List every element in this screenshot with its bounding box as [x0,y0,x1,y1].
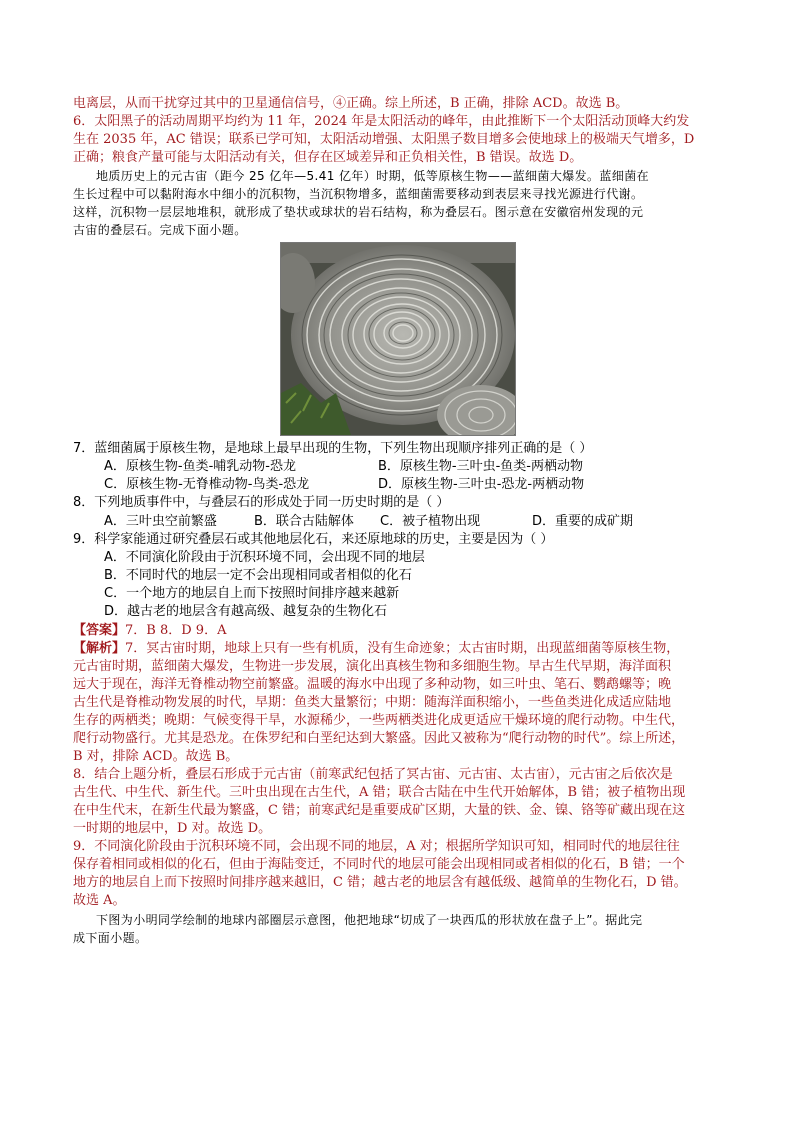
analysis-line-10: 在中生代末，在新生代最为繁盛，C 错；前寒武纪是重要成矿区期，大量的铁、金、镍、铬等矿藏出现在这 [73,803,686,818]
prev-explanation-line-1: 电离层，从而干扰穿过其中的卫星通信信号，④正确。综上所述，B 正确，排除 ACD。故选 B。 [73,96,629,111]
q7-option-d: D．原核生物-三叶虫-恐龙-两栖动物 [378,477,585,492]
prev-explanation-line-4: 正确；粮食产量可能与太阳活动有关，但存在区域差异和正负相关性，B 错误。故选 D。 [73,150,583,165]
q7-option-c: C．原核生物-无脊椎动物-鸟类-恐龙 [104,477,310,492]
q9-stem: 9．科学家能通过研究叠层石或其他地层化石，来还原地球的历史，主要是因为（ ） [73,532,554,547]
next-intro-line-1: 下图为小明同学绘制的地球内部圈层示意图，他把地球“切成了一块西瓜的形状放在盘子上”。据此完 [96,913,643,927]
q9-option-c: C．一个地方的地层自上而下按照时间排序越来越新 [104,586,400,601]
intro-line-3: 这样，沉积物一层层地堆积，就形成了垫状或球状的岩石结构，称为叠层石。图示意在安徽宿州发现的元 [73,205,644,219]
analysis-line-11: 一时期的地层中，D 对。故选 D。 [73,821,272,836]
answer-text: 7．B 8．D 9．A [125,623,227,638]
analysis-line-9: 古生代、中生代、新生代。三叶虫出现在古生代，A 错；联合古陆在中生代开始解体，B 错；被子植物出现 [73,785,686,800]
analysis-line-1 [73,640,725,657]
analysis-line-2: 元古宙时期，蓝细菌大爆发，生物进一步发展，演化出真核生物和多细胞生物。早古生代早期，海洋面积 [73,659,672,674]
answer-line [73,622,725,639]
analysis-line-3: 远大于现在，海洋无脊椎动物空前繁盛。温暖的海水中出现了多种动物，如三叶虫、笔石、鹦鹉螺等；晚 [73,677,672,692]
answer-tag: 【答案】 [73,623,126,638]
q9-option-d: D．越古老的地层含有越高级、越复杂的生物化石 [104,604,388,619]
analysis-line-12: 9．不同演化阶段由于沉积环境不同，会出现不同的地层，A 对；根据所学知识可知，相同时代的地层往往 [73,839,680,854]
stromatolite-photo [280,242,516,436]
q8-option-c: C．被子植物出现 [380,514,481,529]
q8-option-a: A．三叶虫空前繁盛 [104,514,217,529]
analysis-line-5: 生存的两栖类；晚期：气候变得干旱，水源稀少，一些两栖类进化成更适应干燥环境的爬行动物。中生代， [73,713,685,728]
analysis-text-1: 7．冥古宙时期，地球上只有一些有机质，没有生命迹象；太古宙时期，出现蓝细菌等原核生物， [125,641,680,656]
q7-option-a: A．原核生物-鱼类-哺乳动物-恐龙 [104,459,296,474]
intro-line-1: 地质历史上的元古宙（距今 25 亿年—5.41 亿年）时期，低等原核生物——蓝细菌大爆发。蓝细菌在 [96,169,650,183]
q7-stem: 7．蓝细菌属于原核生物，是地球上最早出现的生物，下列生物出现顺序排列正确的是（ ） [73,441,593,456]
next-intro-line-2: 成下面小题。 [73,931,148,945]
q8-option-b: B．联合古陆解体 [254,514,354,529]
analysis-tag: 【解析】 [73,641,126,656]
q9-option-b: B．不同时代的地层一定不会出现相同或者相似的化石 [104,568,412,583]
q9-option-a: A．不同演化阶段由于沉积环境不同，会出现不同的地层 [104,550,425,565]
analysis-line-7: B 对，排除 ACD。故选 B。 [73,749,239,764]
intro-line-4: 古宙的叠层石。完成下面小题。 [73,223,247,237]
analysis-line-6: 爬行动物盛行。尤其是恐龙。在侏罗纪和白垩纪达到大繁盛。因此又被称为“爬行动物的时代”。综上所述， [73,731,685,746]
analysis-line-13: 保存着相同或相似的化石，但由于海陆变迁，不同时代的地层可能会出现相同或者相似的化石，B 错；一个 [73,857,685,872]
q8-option-d: D．重要的成矿期 [532,514,634,529]
analysis-line-15: 故选 A。 [73,893,126,908]
analysis-line-4: 古生代是脊椎动物发展的时代，早期：鱼类大量繁衍；中期：随海洋面积缩小，一些鱼类进化成适应陆地 [73,695,672,710]
q8-stem: 8．下列地质事件中，与叠层石的形成处于同一历史时期的是（ ） [73,495,450,510]
intro-line-2: 生长过程中可以黏附海水中细小的沉积物，当沉积物增多，蓝细菌需要移动到表层来寻找光源进行代谢。 [73,187,644,201]
prev-explanation-line-3: 生在 2035 年，AC 错误；联系已学可知，太阳活动增强、太阳黑子数目增多会使地球上的极端天气增多，D [73,132,695,147]
analysis-line-14: 地方的地层自上而下按照时间排序越来越旧，C 错；越古老的地层含有越低级、越简单的生物化石，D 错。 [73,875,687,890]
q7-option-b: B．原核生物-三叶虫-鱼类-两栖动物 [378,459,583,474]
prev-explanation-line-2: 6．太阳黑子的活动周期平均约为 11 年，2024 年是太阳活动的峰年，由此推断下一个太阳活动顶峰大约发 [73,114,690,129]
analysis-line-8: 8．结合上题分析，叠层石形成于元古宙（前寒武纪包括了冥古宙、元古宙、太古宙），元古宙之后依次是 [73,767,673,782]
